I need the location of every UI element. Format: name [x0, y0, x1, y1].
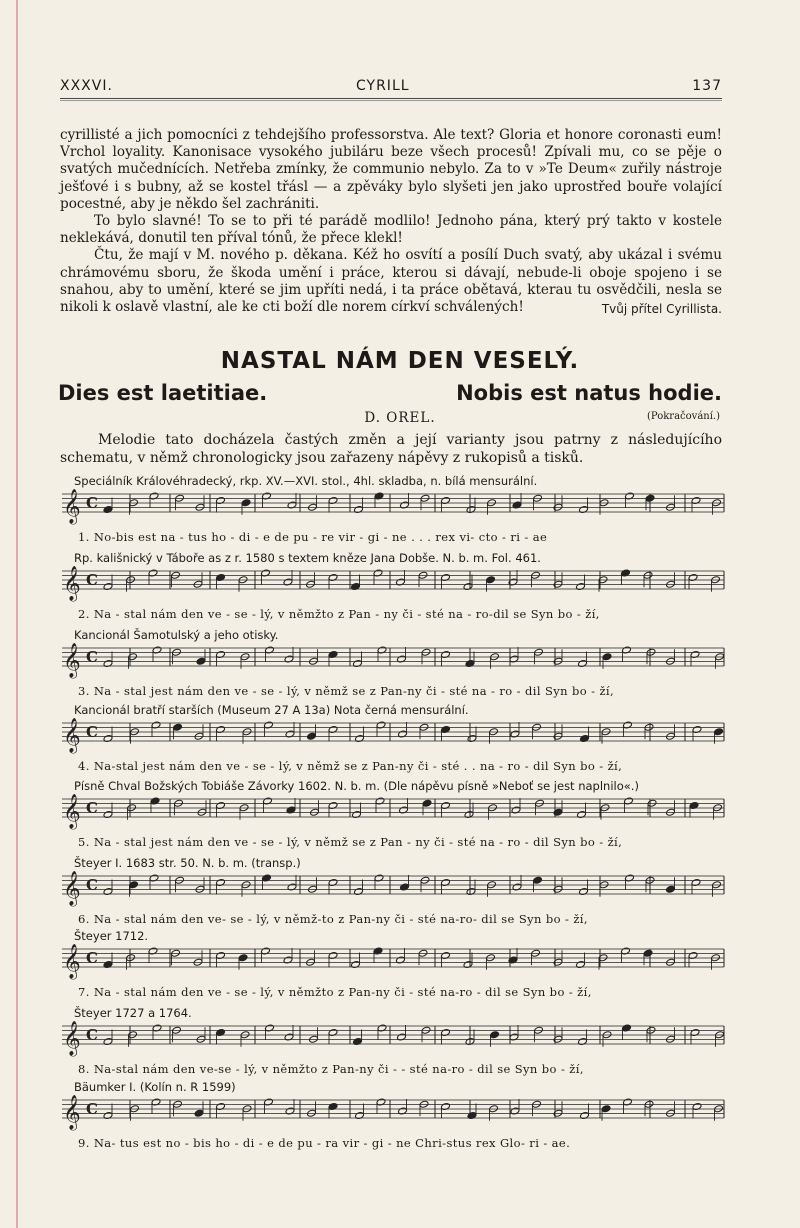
music-staff [60, 715, 726, 755]
author: D. OREL. [364, 410, 436, 426]
music-example-4 [60, 703, 726, 783]
example-lyrics: 5. Na - stal jest nám den ve - se - lý, v němž se z Pan - ny či - sté na - ro - dil Syn bo - ží, [78, 835, 623, 849]
music-staff [60, 791, 726, 831]
example-source: Písně Chval Božských Tobiáše Závorky 1602. N. b. m. (Dle nápěvu písně »Neboť se jest naplnilo«.) [74, 779, 639, 793]
time-signature-icon: C [86, 1026, 98, 1044]
music-example-9 [60, 1080, 726, 1160]
continued-note: (Pokračování.) [647, 411, 720, 422]
letter-text [60, 127, 722, 316]
subtitle-latin-2: Nobis est natus hodie. [456, 381, 722, 405]
example-lyrics: 1. No-bis est na - tus ho - di - e de pu - re vir - gi - ne . . . rex vi- cto - ri - ae [78, 530, 548, 544]
treble-clef-icon: 𝄞 [63, 718, 81, 753]
note-head-icon [490, 1031, 500, 1039]
music-example-2 [60, 551, 726, 631]
example-lyrics: 8. Na-stal nám den ve-se - lý, v němžto z Pan-ny či - - sté na-ro - dil se Syn bo - ží, [78, 1062, 584, 1076]
note-head-icon [643, 949, 653, 957]
header-title: CYRILL [356, 78, 410, 94]
music-example-5 [60, 779, 726, 859]
time-signature-icon: C [86, 723, 98, 741]
example-source: Šteyer 1727 a 1764. [74, 1006, 192, 1020]
example-source: Šteyer 1712. [74, 929, 149, 943]
example-source: Šteyer I. 1683 str. 50. N. b. m. (transp.) [74, 856, 301, 870]
example-lyrics: 7. Na - stal nám den ve - se - lý, v němžto z Pan-ny či - sté na-ro - dil se Syn bo - ží, [78, 985, 592, 999]
example-lyrics: 3. Na - stal jest nám den ve - se - lý, v němž se z Pan-ny či - sté na - ro - dil Syn bo - ží, [78, 684, 615, 698]
treble-clef-icon: 𝄞 [63, 944, 81, 979]
note-head-icon [533, 876, 543, 884]
example-lyrics: 6. Na - stal nám den ve- se - lý, v němž-to z Pan-ny či - sté na-ro- dil se Syn bo - ží, [78, 912, 588, 926]
time-signature-icon: C [86, 876, 98, 894]
paragraph-1: cyrillisté a jich pomocníci z tehdejšího professorstva. Ale text? Gloria et honore coronasti eum! Vrchol loyality. Kanonisace vysokého jubiláru beze všech procesů! Zpívali mu, co se pěje o svatých mučednících. Netřeba zmínky, že communio nebylo. Za to v »Te Deum« zuřily nástroje ješťové i s bubny, až se kostel třásl — a zpěváky bylo slyšeti jen jako uprostřed bouře volající pocestné, aby je někdo šel zachrániti. [60, 127, 722, 212]
treble-clef-icon: 𝄞 [63, 489, 81, 524]
music-staff [60, 640, 726, 680]
treble-clef-icon: 𝄞 [63, 566, 81, 601]
music-staff [60, 1092, 726, 1132]
paragraph-3: Čtu, že mají v M. nového p. děkana. Kéž ho osvítí a posílí Duch svatý, aby ukázal i svému chrámovému sboru, že škoda umění i práce, kterou si dávají, nebude-li oboje spojeno i se snahou, aby to umění, které se jim upříti nedá, i ta práce obětavá, kterau tu osvědčili, nesla se nikoli k oslavě vlastní, ale ke cti boží dle norem církví schválených! [60, 247, 722, 316]
music-example-1 [60, 474, 726, 554]
note-head-icon [601, 1105, 611, 1113]
music-staff [60, 941, 726, 981]
note-head-icon [196, 657, 206, 665]
treble-clef-icon: 𝄞 [63, 1095, 81, 1130]
note-head-icon [307, 732, 317, 740]
page-number: 137 [692, 78, 722, 94]
note-head-icon [602, 653, 612, 661]
treble-clef-icon: 𝄞 [63, 643, 81, 678]
header-chapter: XXXVI. [60, 78, 113, 94]
example-source: Kancionál Šamotulský a jeho otisky. [74, 628, 279, 642]
music-example-7 [60, 929, 726, 1009]
time-signature-icon: C [86, 571, 98, 589]
treble-clef-icon: 𝄞 [63, 794, 81, 829]
note-head-icon [422, 799, 432, 807]
music-staff [60, 868, 726, 908]
note-head-icon [486, 576, 496, 584]
running-header [60, 78, 722, 98]
time-signature-icon: C [86, 949, 98, 967]
intro-paragraph: Melodie tato docházela častých změn a její varianty jsou patrny z následujícího schematu, v němž chronologicky jsou zařazeny nápěvy z rukopisů a tisků. [60, 432, 722, 466]
article-title: NASTAL NÁM DEN VESELÝ. [220, 348, 580, 374]
example-source: Bäumker I. (Kolín n. R 1599) [74, 1080, 236, 1094]
music-example-3 [60, 628, 726, 708]
page-edge-line [16, 0, 18, 1228]
music-staff [60, 1018, 726, 1058]
time-signature-icon: C [86, 648, 98, 666]
time-signature-icon: C [86, 1100, 98, 1118]
subtitle-latin-1: Dies est laetitiae. [58, 381, 268, 405]
note-head-icon [714, 728, 724, 736]
note-head-icon [173, 723, 183, 731]
header-rule [60, 98, 722, 101]
note-head-icon [194, 1109, 204, 1117]
example-lyrics: 9. Na- tus est no - bis ho - di - e de pu - ra vir - gi - ne Chri-stus rex Glo- ri - ae. [78, 1136, 571, 1150]
note-head-icon [241, 499, 251, 507]
music-staff [60, 563, 726, 603]
example-source: Speciálník Královéhradecký, rkp. XV.—XVI. stol., 4hl. skladba, n. bílá mensurální. [74, 474, 538, 488]
time-signature-icon: C [86, 494, 98, 512]
music-example-6 [60, 856, 726, 936]
example-source: Rp. kališnický v Táboře as z r. 1580 s textem kněze Jana Dobše. N. b. m. Fol. 461. [74, 551, 541, 565]
signature: Tvůj přítel Cyrillista. [601, 302, 722, 317]
treble-clef-icon: 𝄞 [63, 871, 81, 906]
example-lyrics: 2. Na - stal nám den ve - se - lý, v němžto z Pan - ny či - sté na - ro-dil se Syn bo - ží, [78, 607, 600, 621]
example-source: Kancionál bratří starších (Museum 27 A 13a) Nota černá mensurální. [74, 703, 469, 717]
music-example-8 [60, 1006, 726, 1086]
note-head-icon [645, 494, 655, 502]
note-head-icon [666, 885, 676, 893]
treble-clef-icon: 𝄞 [63, 1021, 81, 1056]
time-signature-icon: C [86, 799, 98, 817]
note-head-icon [238, 954, 248, 962]
paragraph-2: To bylo slavné! To se to při té parádě modlilo! Jednoho pána, který prý takto v kostele neklekává, donutil ten příval tónů, že přece klekl! [60, 213, 722, 247]
example-lyrics: 4. Na-stal jest nám den ve - se - lý, v němž se z Pan-ny či - sté . . na - ro - dil Syn bo - ží, [78, 759, 623, 773]
music-staff [60, 486, 726, 526]
